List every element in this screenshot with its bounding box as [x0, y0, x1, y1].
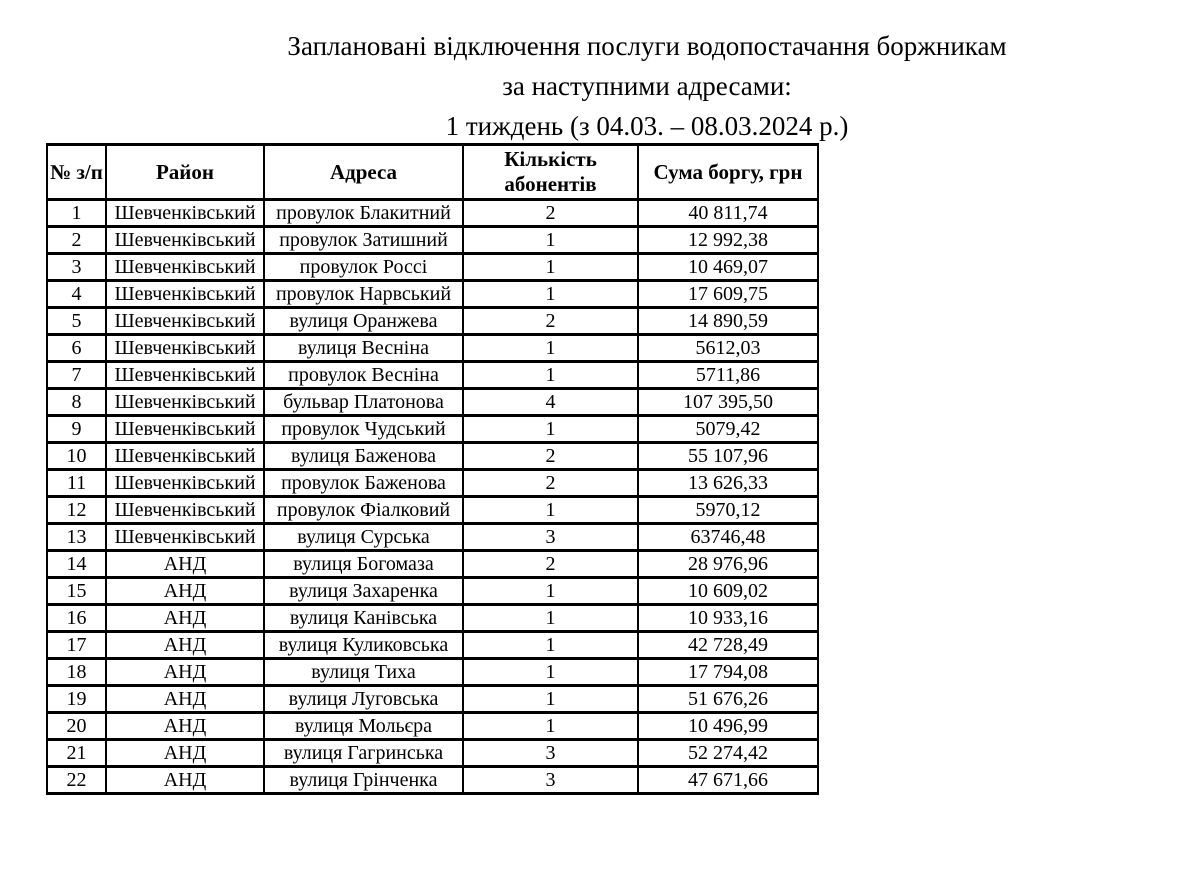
- row-district: Шевченківський: [106, 416, 264, 443]
- row-district: Шевченківський: [106, 200, 264, 227]
- row-debt: 10 469,07: [638, 254, 818, 281]
- row-address: провулок Чудський: [264, 416, 463, 443]
- row-debt: 28 976,96: [638, 551, 818, 578]
- row-address: провулок Россі: [264, 254, 463, 281]
- table-row: [47, 227, 818, 254]
- row-number: 20: [47, 713, 106, 740]
- table-row: [47, 686, 818, 713]
- row-district: Шевченківський: [106, 524, 264, 551]
- row-subscribers: 1: [463, 686, 638, 713]
- row-subscribers: 1: [463, 281, 638, 308]
- row-debt: 17 794,08: [638, 659, 818, 686]
- row-debt: 40 811,74: [638, 200, 818, 227]
- col-header-address: Адреса: [264, 145, 463, 200]
- row-address: вулиця Гагринська: [264, 740, 463, 767]
- row-district: Шевченківський: [106, 281, 264, 308]
- row-district: АНД: [106, 605, 264, 632]
- row-number: 4: [47, 281, 106, 308]
- table-row: [47, 713, 818, 740]
- table-row: [47, 416, 818, 443]
- row-address: вулиця Тиха: [264, 659, 463, 686]
- row-district: АНД: [106, 551, 264, 578]
- row-district: АНД: [106, 578, 264, 605]
- row-subscribers: 1: [463, 227, 638, 254]
- row-number: 9: [47, 416, 106, 443]
- title-line-2: за наступними адресами:: [502, 71, 792, 101]
- row-address: бульвар Платонова: [264, 389, 463, 416]
- row-debt: 55 107,96: [638, 443, 818, 470]
- table-row: [47, 605, 818, 632]
- row-address: провулок Нарвський: [264, 281, 463, 308]
- row-debt: 10 496,99: [638, 713, 818, 740]
- row-number: 5: [47, 308, 106, 335]
- row-subscribers: 4: [463, 389, 638, 416]
- row-subscribers: 1: [463, 659, 638, 686]
- row-district: АНД: [106, 713, 264, 740]
- row-number: 16: [47, 605, 106, 632]
- row-subscribers: 1: [463, 335, 638, 362]
- row-subscribers: 1: [463, 605, 638, 632]
- row-debt: 17 609,75: [638, 281, 818, 308]
- row-address: вулиця Баженова: [264, 443, 463, 470]
- col-header-number: № з/п: [47, 145, 106, 200]
- row-number: 13: [47, 524, 106, 551]
- row-district: Шевченківський: [106, 254, 264, 281]
- row-debt: 47 671,66: [638, 767, 818, 794]
- row-number: 18: [47, 659, 106, 686]
- row-number: 22: [47, 767, 106, 794]
- row-district: АНД: [106, 767, 264, 794]
- row-subscribers: 1: [463, 416, 638, 443]
- row-address: вулиця Мольєра: [264, 713, 463, 740]
- row-subscribers: 2: [463, 443, 638, 470]
- row-address: провулок Блакитний: [264, 200, 463, 227]
- table-row: [47, 200, 818, 227]
- row-number: 14: [47, 551, 106, 578]
- row-district: АНД: [106, 686, 264, 713]
- row-district: АНД: [106, 740, 264, 767]
- row-debt: 10 609,02: [638, 578, 818, 605]
- row-subscribers: 1: [463, 362, 638, 389]
- table-row: [47, 578, 818, 605]
- row-address: вулиця Грінченка: [264, 767, 463, 794]
- row-subscribers: 1: [463, 254, 638, 281]
- row-number: 6: [47, 335, 106, 362]
- table-row: [47, 551, 818, 578]
- row-subscribers: 1: [463, 578, 638, 605]
- row-number: 19: [47, 686, 106, 713]
- row-debt: 14 890,59: [638, 308, 818, 335]
- row-number: 11: [47, 470, 106, 497]
- row-debt: 5079,42: [638, 416, 818, 443]
- row-debt: 5711,86: [638, 362, 818, 389]
- table-row: [47, 308, 818, 335]
- row-district: Шевченківський: [106, 497, 264, 524]
- row-number: 15: [47, 578, 106, 605]
- row-debt: 51 676,26: [638, 686, 818, 713]
- row-address: провулок Затишний: [264, 227, 463, 254]
- title-line-1: Заплановані відключення послуги водопостачання боржникам: [287, 31, 1007, 61]
- row-subscribers: 2: [463, 308, 638, 335]
- table-header-row: [47, 145, 818, 200]
- row-subscribers: 2: [463, 200, 638, 227]
- row-number: 10: [47, 443, 106, 470]
- table-row: [47, 281, 818, 308]
- row-address: вулиця Сурська: [264, 524, 463, 551]
- row-district: Шевченківський: [106, 389, 264, 416]
- table-row: [47, 254, 818, 281]
- row-number: 1: [47, 200, 106, 227]
- row-number: 2: [47, 227, 106, 254]
- row-district: Шевченківський: [106, 443, 264, 470]
- row-address: вулиця Куликовська: [264, 632, 463, 659]
- table-row: [47, 632, 818, 659]
- row-subscribers: 3: [463, 524, 638, 551]
- table-body: [47, 200, 818, 794]
- row-debt: 10 933,16: [638, 605, 818, 632]
- title-line-3: 1 тиждень (з 04.03. – 08.03.2024 р.): [445, 111, 849, 141]
- table-row: [47, 497, 818, 524]
- table-row: [47, 470, 818, 497]
- table-row: [47, 767, 818, 794]
- table-row: [47, 389, 818, 416]
- row-address: вулиця Весніна: [264, 335, 463, 362]
- row-subscribers: 2: [463, 470, 638, 497]
- table-row: [47, 335, 818, 362]
- row-district: Шевченківський: [106, 335, 264, 362]
- row-debt: 5612,03: [638, 335, 818, 362]
- row-address: провулок Весніна: [264, 362, 463, 389]
- disconnections-table: [46, 143, 819, 795]
- table-row: [47, 659, 818, 686]
- row-district: АНД: [106, 632, 264, 659]
- col-header-district: Район: [106, 145, 264, 200]
- row-subscribers: 3: [463, 740, 638, 767]
- row-subscribers: 1: [463, 632, 638, 659]
- row-debt: 107 395,50: [638, 389, 818, 416]
- row-debt: 5970,12: [638, 497, 818, 524]
- row-district: Шевченківський: [106, 362, 264, 389]
- row-subscribers: 1: [463, 497, 638, 524]
- row-address: провулок Фіалковий: [264, 497, 463, 524]
- row-subscribers: 1: [463, 713, 638, 740]
- row-district: Шевченківський: [106, 308, 264, 335]
- table-row: [47, 443, 818, 470]
- row-debt: 42 728,49: [638, 632, 818, 659]
- row-number: 21: [47, 740, 106, 767]
- row-debt: 52 274,42: [638, 740, 818, 767]
- row-debt: 12 992,38: [638, 227, 818, 254]
- row-address: вулиця Канівська: [264, 605, 463, 632]
- row-subscribers: 2: [463, 551, 638, 578]
- row-address: вулиця Богомаза: [264, 551, 463, 578]
- row-address: вулиця Луговська: [264, 686, 463, 713]
- row-subscribers: 3: [463, 767, 638, 794]
- row-number: 12: [47, 497, 106, 524]
- row-district: Шевченківський: [106, 227, 264, 254]
- table-row: [47, 740, 818, 767]
- row-number: 8: [47, 389, 106, 416]
- table-row: [47, 524, 818, 551]
- row-number: 7: [47, 362, 106, 389]
- row-address: вулиця Захаренка: [264, 578, 463, 605]
- table-row: [47, 362, 818, 389]
- row-debt: 13 626,33: [638, 470, 818, 497]
- row-district: Шевченківський: [106, 470, 264, 497]
- row-address: вулиця Оранжева: [264, 308, 463, 335]
- document-title: [115, 26, 1179, 146]
- row-address: провулок Баженова: [264, 470, 463, 497]
- row-district: АНД: [106, 659, 264, 686]
- col-header-debt: Сума боргу, грн: [638, 145, 818, 200]
- row-debt: 63746,48: [638, 524, 818, 551]
- row-number: 17: [47, 632, 106, 659]
- col-header-subscribers: Кількість абонентів: [463, 145, 638, 200]
- row-number: 3: [47, 254, 106, 281]
